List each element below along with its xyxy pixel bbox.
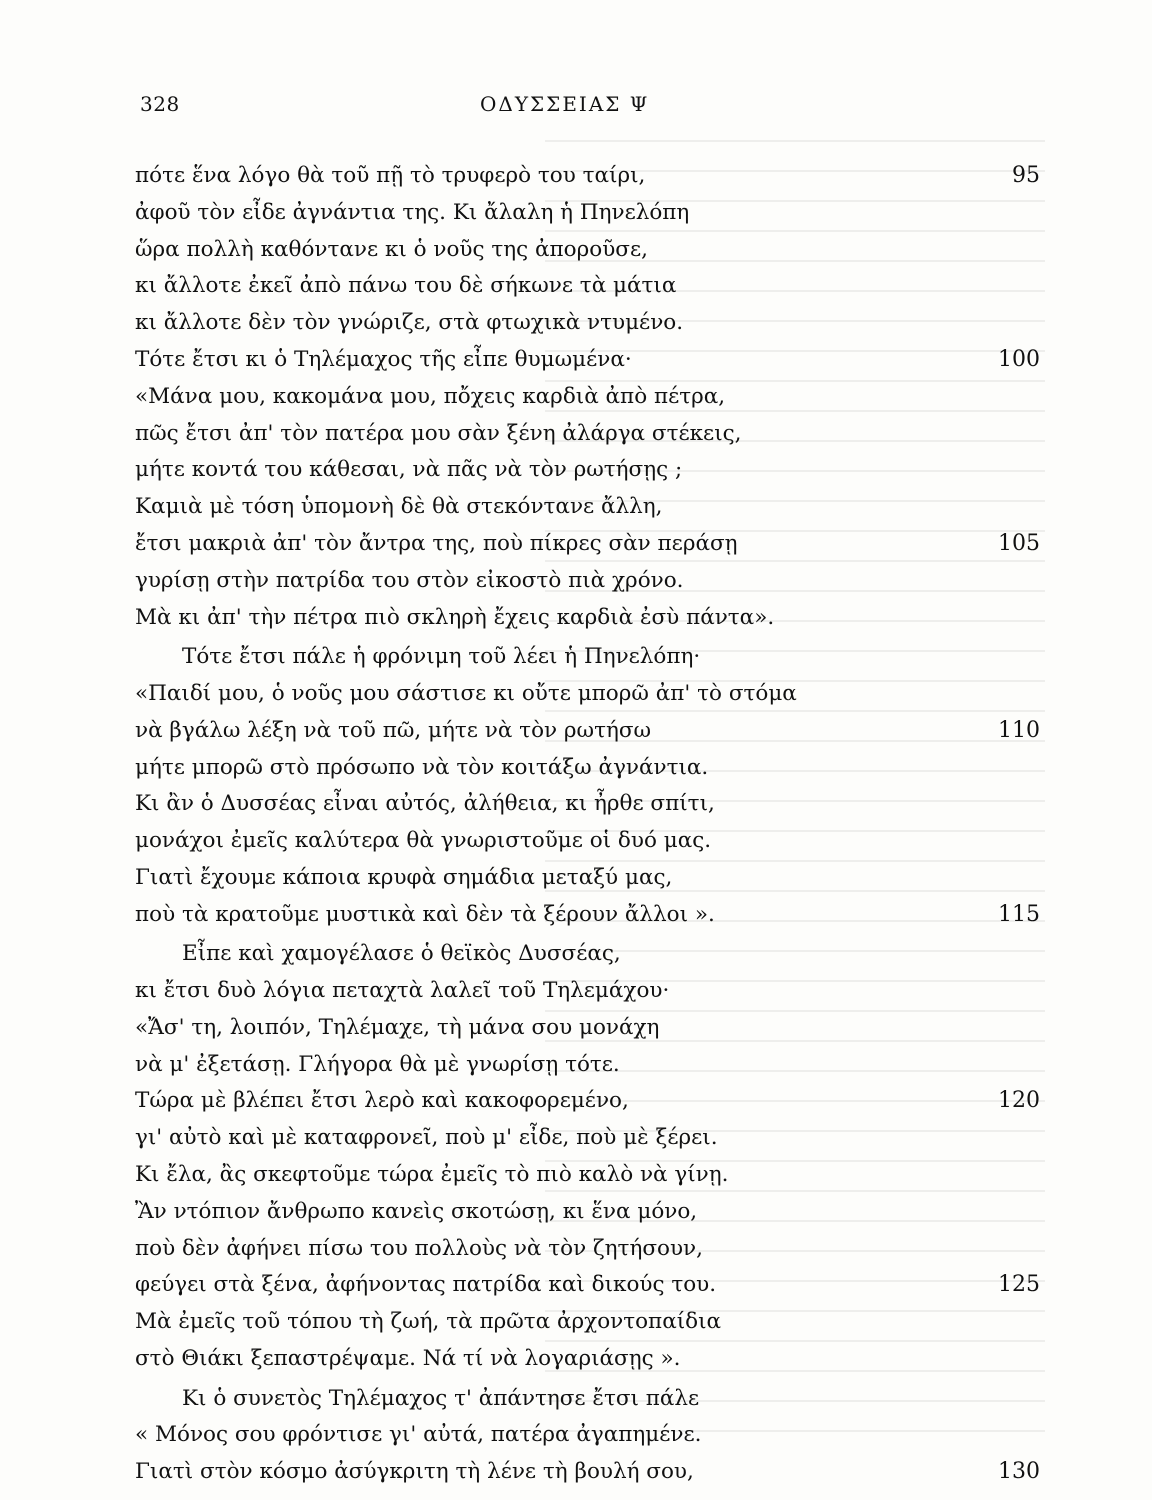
verse-text: ὥρα πολλὴ καθόντανε κι ὁ νοῦς της ἀποροῦσε, <box>135 236 648 262</box>
verse-line <box>135 1233 1040 1265</box>
verse-line <box>135 752 1040 784</box>
verse-line <box>135 788 1040 820</box>
verse-text: ἀφοῦ τὸν εἶδε ἀγνάντια της. Κι ἄλαλη ἡ Πηνελόπη <box>135 199 690 225</box>
verse-text: ποὺ τὰ κρατοῦμε μυστικὰ καὶ δὲν τὰ ξέρουν ἄλλοι ». <box>135 901 715 927</box>
verse-text: μήτε κοντά του κάθεσαι, νὰ πᾶς νὰ τὸν ρωτήσῃς ; <box>135 457 683 483</box>
verse-line <box>135 160 1040 192</box>
page-number: 328 <box>140 92 180 116</box>
verse-text: « Μόνος σου φρόντισε γι' αὐτά, πατέρα ἀγαπημένε. <box>135 1422 702 1448</box>
verse-line <box>135 307 1040 339</box>
verse-line <box>135 1012 1040 1044</box>
verse-text: Γιατὶ ἔχουμε κάποια κρυφὰ σημάδια μεταξύ μας, <box>135 864 673 890</box>
line-number: 110 <box>998 717 1040 743</box>
line-number: 125 <box>998 1272 1040 1298</box>
line-number: 115 <box>998 901 1040 927</box>
line-number: 100 <box>998 347 1040 372</box>
verse-line <box>182 938 1040 970</box>
verse-text: γι' αὐτὸ καὶ μὲ καταφρονεῖ, ποὺ μ' εἶδε, ποὺ μὲ ξέρει. <box>135 1125 718 1151</box>
verse-text: Τότε ἔτσι πάλε ἡ φρόνιμη τοῦ λέει ἡ Πηνελόπη· <box>182 644 701 670</box>
verse-line <box>135 975 1040 1007</box>
verse-line <box>135 678 1040 710</box>
verse-text: ποὺ δὲν ἀφήνει πίσω του πολλοὺς νὰ τὸν ζητήσουν, <box>135 1235 703 1261</box>
verse-line <box>135 234 1040 266</box>
verse-line <box>135 1159 1040 1191</box>
verse-line <box>182 641 1040 673</box>
verse-line <box>135 344 1040 376</box>
verse-text: Κι ἔλα, ἂς σκεφτοῦμε τώρα ἐμεῖς τὸ πιὸ καλὸ νὰ γίνῃ. <box>135 1162 729 1187</box>
verse-line <box>135 715 1040 747</box>
verse-line <box>135 1049 1040 1081</box>
verse-line <box>135 1343 1040 1375</box>
verse-text: γυρίσῃ στὴν πατρίδα του στὸν εἰκοστὸ πιὰ χρόνο. <box>135 567 684 593</box>
verse-text: νὰ μ' ἐξετάσῃ. Γλήγορα θὰ μὲ γνωρίσῃ τότε. <box>135 1051 620 1077</box>
verse-line <box>135 454 1040 486</box>
line-number: 120 <box>998 1088 1040 1114</box>
verse-line <box>135 381 1040 413</box>
verse-line <box>182 1383 1040 1415</box>
verse-line <box>135 1419 1040 1451</box>
verse-text: Κι ὁ συνετὸς Τηλέμαχος τ' ἀπάντησε ἔτσι πάλε <box>182 1385 700 1411</box>
verse-text: Τώρα μὲ βλέπει ἔτσι λερὸ καὶ κακοφορεμένο, <box>135 1088 629 1114</box>
verse-text: ἔτσι μακριὰ ἀπ' τὸν ἄντρα της, ποὺ πίκρες σὰν περάσῃ <box>135 531 738 556</box>
verse-line <box>135 491 1040 523</box>
verse-line <box>135 528 1040 560</box>
verse-text: μήτε μπορῶ στὸ πρόσωπο νὰ τὸν κοιτάξω ἀγνάντια. <box>135 754 709 780</box>
verse-text: πότε ἕνα λόγο θὰ τοῦ πῇ τὸ τρυφερὸ του ταίρι, <box>135 163 646 188</box>
verse-text: Μὰ κι ἀπ' τὴν πέτρα πιὸ σκληρὴ ἔχεις καρδιὰ ἐσὺ πάντα». <box>135 604 775 630</box>
line-number: 95 <box>1012 163 1040 188</box>
verse-line <box>135 862 1040 894</box>
verse-line <box>135 602 1040 634</box>
line-number: 105 <box>998 531 1040 556</box>
verse-text: Γιατὶ στὸν κόσμο ἀσύγκριτη τὴ λένε τὴ βουλή σου, <box>135 1459 694 1485</box>
verse-text: Κι ἂν ὁ Δυσσέας εἶναι αὐτός, ἀλήθεια, κι ἦρθε σπίτι, <box>135 791 715 817</box>
verse-text: κι ἔτσι δυὸ λόγια πεταχτὰ λαλεῖ τοῦ Τηλεμάχου· <box>135 978 670 1003</box>
line-number: 130 <box>998 1459 1040 1485</box>
verse-text: Τότε ἔτσι κι ὁ Τηλέμαχος τῆς εἶπε θυμωμένα· <box>135 347 632 372</box>
verse-text: στὸ Θιάκι ξεπαστρέψαμε. Νά τί νὰ λογαριάσῃς ». <box>135 1346 681 1371</box>
verse-line <box>135 825 1040 857</box>
running-title: ΟΔΥΣΣΕΙΑΣ Ψ <box>480 92 650 116</box>
verse-line <box>135 1085 1040 1117</box>
page-header <box>140 92 1040 126</box>
verse-line <box>135 418 1040 450</box>
verse-text: Καμιὰ μὲ τόση ὑπομονὴ δὲ θὰ στεκόντανε ἄλλη, <box>135 494 663 520</box>
verse-text: «Ἄσ' τη, λοιπόν, Τηλέμαχε, τὴ μάνα σου μονάχη <box>135 1014 660 1040</box>
verse-text: Εἶπε καὶ χαμογέλασε ὁ θεϊκὸς Δυσσέας, <box>182 941 621 967</box>
verse-line <box>135 197 1040 229</box>
verse-text: φεύγει στὰ ξένα, ἀφήνοντας πατρίδα καὶ δικούς του. <box>135 1272 717 1298</box>
verse-line <box>135 1269 1040 1301</box>
verse-text: Ἂν ντόπιον ἄνθρωπο κανεὶς σκοτώσῃ, κι ἕνα μόνο, <box>135 1198 698 1224</box>
verse-line <box>135 1122 1040 1154</box>
verse-text: «Παιδί μου, ὁ νοῦς μου σάστισε κι οὔτε μπορῶ ἀπ' τὸ στόμα <box>135 680 797 706</box>
verse-text: κι ἄλλοτε δὲν τὸν γνώριζε, στὰ φτωχικὰ ντυμένο. <box>135 310 684 336</box>
verse-text: «Μάνα μου, κακομάνα μου, πὄχεις καρδιὰ ἀπὸ πέτρα, <box>135 383 726 409</box>
verse-line <box>135 899 1040 931</box>
verse-line <box>135 1306 1040 1338</box>
verse-text: μονάχοι ἐμεῖς καλύτερα θὰ γνωριστοῦμε οἱ δυό μας. <box>135 828 712 854</box>
verse-line <box>135 1456 1040 1488</box>
verse-text: Μὰ ἐμεῖς τοῦ τόπου τὴ ζωή, τὰ πρῶτα ἀρχοντοπαίδια <box>135 1309 722 1335</box>
verse-text: νὰ βγάλω λέξη νὰ τοῦ πῶ, μήτε νὰ τὸν ρωτήσω <box>135 717 652 743</box>
verse-text: πῶς ἔτσι ἀπ' τὸν πατέρα μου σὰν ξένη ἀλάργα στέκεις, <box>135 420 742 446</box>
verse-text: κι ἄλλοτε ἐκεῖ ἀπὸ πάνω του δὲ σήκωνε τὰ μάτια <box>135 273 677 299</box>
verse-line <box>135 565 1040 597</box>
verse-line <box>135 1196 1040 1228</box>
verse-line <box>135 270 1040 302</box>
